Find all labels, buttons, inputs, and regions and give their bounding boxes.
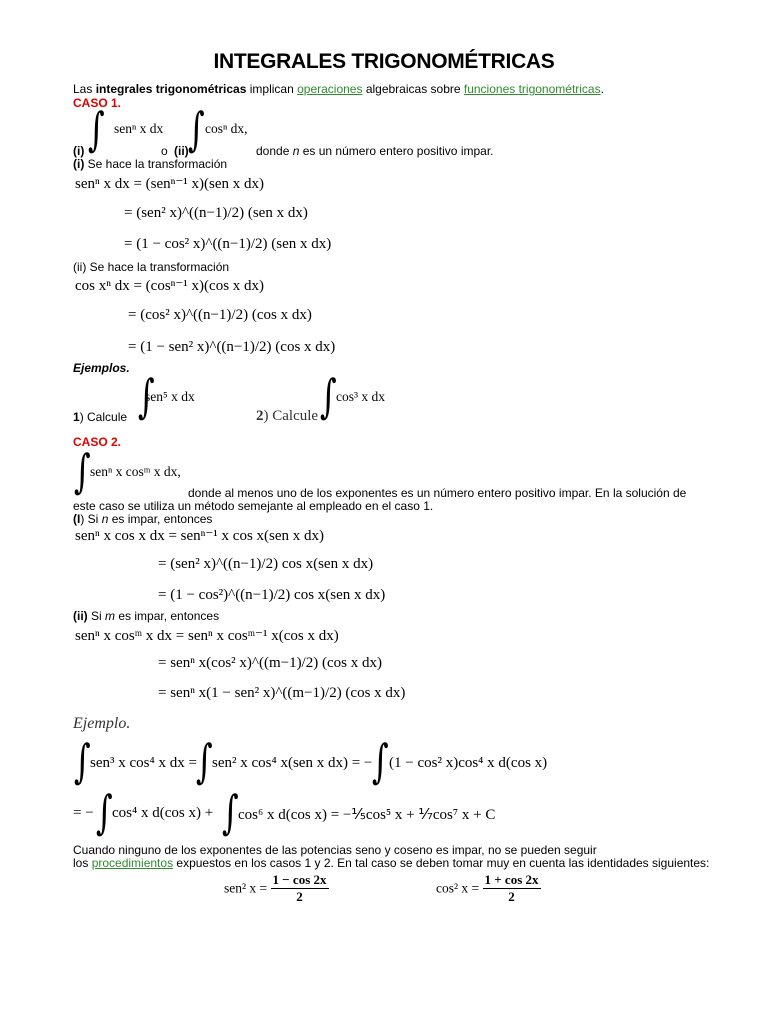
caso2-desc-line1: donde al menos uno de los exponentes es un número entero positivo impar. En la solución de bbox=[188, 486, 687, 500]
integral-sign: ∫ bbox=[372, 734, 389, 788]
example2-integral: cos³ x dx bbox=[336, 389, 386, 404]
caso1-ii-line3: = (1 − sen² x)^((n−1)/2) (cos x dx) bbox=[128, 339, 336, 355]
link-procedimientos[interactable]: procedimientos bbox=[91, 856, 174, 870]
ejemplo-line1-part3: (1 − cos² x)cos⁴ x d(cos x) bbox=[389, 755, 548, 771]
ejemplo-line1-part1: sen³ x cos⁴ x dx = bbox=[90, 755, 197, 771]
caso1-o: o bbox=[161, 144, 168, 158]
identity-cos: cos² x = $\frac{1 + \cos 2x}{2}$ bbox=[436, 872, 539, 904]
caso1-integral-i: senⁿ x dx bbox=[114, 121, 164, 136]
caso1-i-line2: = (sen² x)^((n−1)/2) (sen x dx) bbox=[124, 205, 308, 221]
integral-sign: ∫ bbox=[88, 102, 105, 156]
ejemplo-line2-part3: cos⁶ x d(cos x) = −⅕cos⁵ x + ⅐cos⁷ x + C bbox=[238, 807, 496, 823]
caso1-ii-intro: (ii) Se hace la transformación bbox=[73, 260, 230, 274]
integral-sign: ∫ bbox=[74, 734, 91, 788]
caso2-heading: CASO 2. bbox=[73, 435, 122, 449]
caso1-label-i: (i) bbox=[73, 144, 85, 158]
intro-mid2: algebraicas sobre bbox=[362, 82, 464, 96]
caso2-i-line3: = (1 − cos²)^((n−1)/2) cos x(sen x dx) bbox=[158, 587, 386, 603]
integral-sign: ∫ bbox=[320, 369, 337, 423]
caso1-i-line1: senⁿ x dx = (senⁿ⁻¹ x)(sen x dx) bbox=[75, 176, 265, 192]
integral-sign: ∫ bbox=[96, 785, 113, 839]
intro-pre: Las bbox=[73, 82, 96, 96]
caso1-ii-line2: = (cos² x)^((n−1)/2) (cos x dx) bbox=[128, 307, 312, 323]
caso2-ii-line2: = senⁿ x(cos² x)^((m−1)/2) (cos x dx) bbox=[158, 655, 382, 671]
caso2-desc-line2: este caso se utiliza un método semejante al empleado en el caso 1. bbox=[73, 499, 434, 513]
page-title: INTEGRALES TRIGONOMÉTRICAS bbox=[213, 50, 555, 73]
link-funciones-trigonometricas[interactable]: funciones trigonométricas bbox=[463, 82, 601, 96]
example1-integral: sen⁵ x dx bbox=[145, 389, 195, 404]
intro-mid: implican bbox=[246, 82, 298, 96]
caso2-ii-intro: (ii) Si m es impar, entonces bbox=[73, 609, 220, 623]
ejemplo-line2-part1: = − bbox=[73, 805, 94, 821]
final-text-line2: los procedimientos expuestos en los casos 1 y 2. En tal caso se deben tomar muy en cuenta las identidades siguientes: bbox=[73, 856, 710, 870]
integral-sign: ∫ bbox=[74, 444, 91, 498]
caso1-donde: donde n es un número entero positivo impar. bbox=[256, 144, 494, 158]
caso2-i-line1: senⁿ x cos x dx = senⁿ⁻¹ x cos x(sen x dx) bbox=[75, 528, 325, 544]
caso2-integral: senⁿ x cosᵐ x dx, bbox=[90, 464, 181, 479]
caso2-ii-line1: senⁿ x cosᵐ x dx = senⁿ x cosᵐ⁻¹ x(cos x dx) bbox=[75, 628, 339, 644]
integral-sign: ∫ bbox=[222, 785, 239, 839]
caso2-i-intro: (I) Si n es impar, entonces bbox=[73, 512, 213, 526]
example2-label: 2) Calcule bbox=[256, 408, 319, 424]
intro-bold: integrales trigonométricas bbox=[95, 82, 247, 96]
caso1-i-intro: (i) Se hace la transformación bbox=[73, 157, 228, 171]
ejemplo-heading: Ejemplo. bbox=[73, 715, 131, 732]
ejemplo-line1-part2: sen² x cos⁴ x(sen x dx) = − bbox=[212, 755, 373, 771]
integral-sign: ∫ bbox=[138, 369, 155, 423]
integral-sign: ∫ bbox=[188, 102, 205, 156]
intro-end: . bbox=[600, 82, 604, 96]
caso2-ii-line3: = senⁿ x(1 − sen² x)^((m−1)/2) (cos x dx) bbox=[158, 685, 406, 701]
ejemplo-line2-part2: cos⁴ x d(cos x) + bbox=[112, 805, 214, 821]
caso1-integral-ii: cosⁿ dx, bbox=[205, 121, 248, 136]
caso1-heading: CASO 1. bbox=[73, 96, 122, 110]
caso1-ii-line1: cos xⁿ dx = (cosⁿ⁻¹ x)(cos x dx) bbox=[75, 278, 265, 294]
integral-sign: ∫ bbox=[196, 734, 213, 788]
caso1-i-line3: = (1 − cos² x)^((n−1)/2) (sen x dx) bbox=[124, 236, 332, 252]
caso1-label-ii: (ii) bbox=[174, 144, 189, 158]
ejemplos-heading: Ejemplos. bbox=[73, 361, 130, 375]
intro-paragraph bbox=[73, 82, 604, 96]
link-operaciones[interactable]: operaciones bbox=[297, 82, 363, 96]
caso2-i-line2: = (sen² x)^((n−1)/2) cos x(sen x dx) bbox=[158, 556, 374, 572]
identity-sen: sen² x = $\frac{1 - \cos 2x}{2}$ bbox=[224, 872, 327, 904]
final-text-line1: Cuando ninguno de los exponentes de las potencias seno y coseno es impar, no se pueden seguir bbox=[73, 843, 597, 857]
example1-label: 1) Calcule bbox=[73, 410, 128, 424]
